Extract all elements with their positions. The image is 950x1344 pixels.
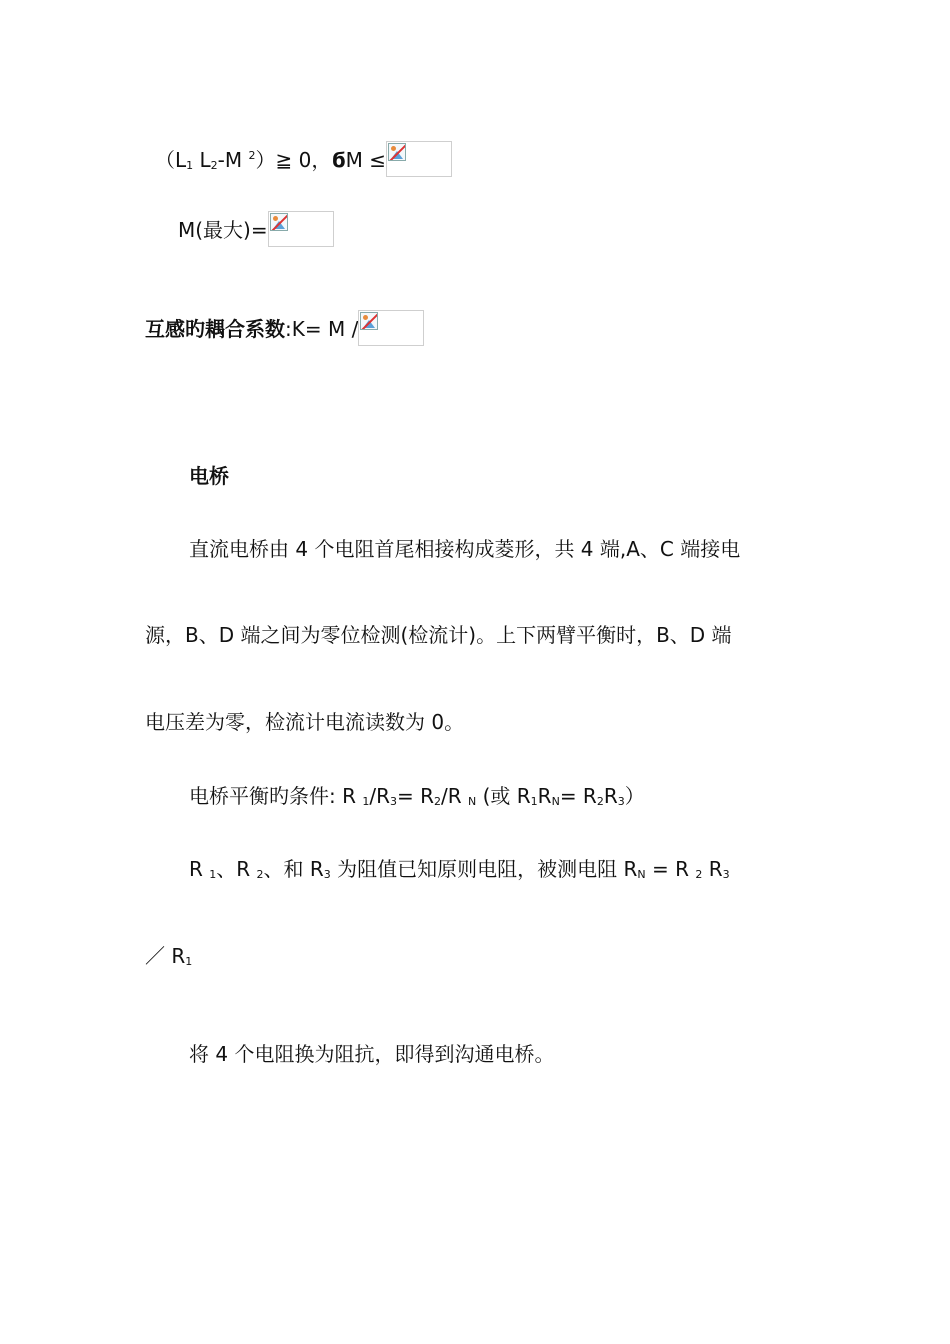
- cond-t1: 电桥平衡旳条件: R: [189, 784, 363, 808]
- known-t3: 、和 R: [263, 857, 324, 881]
- cond-t8: R: [603, 784, 618, 808]
- delta-symbol: ϭ: [331, 148, 346, 172]
- ac-bridge-line: 将 4 个电阻换为阻抗，即得到沟通电桥。: [189, 1042, 555, 1066]
- ineq-sup2: 2: [248, 149, 256, 162]
- known-s1: 1: [209, 868, 217, 881]
- ineq-open: （L: [155, 148, 187, 172]
- known-resistors-line: [189, 857, 730, 881]
- known-s4: N: [637, 868, 646, 881]
- division-line: [145, 944, 192, 968]
- coupling-formula: :K= M /: [285, 317, 359, 341]
- cond-t6: R: [537, 784, 552, 808]
- cond-s6: N: [551, 795, 560, 808]
- cond-s3: 2: [434, 795, 442, 808]
- inequality-line: [155, 141, 452, 177]
- balance-condition-line: [189, 784, 645, 808]
- div-s1: 1: [185, 955, 193, 968]
- known-s6: 3: [722, 868, 730, 881]
- coupling-line: [145, 310, 424, 346]
- known-t4: 为阻值已知原则电阻，被测电阻 R: [330, 857, 638, 881]
- ineq-sub2: 2: [210, 159, 218, 172]
- known-t2: 、R: [216, 857, 257, 881]
- broken-image-icon: [268, 211, 334, 247]
- known-s5: 2: [695, 868, 703, 881]
- cond-t4: /R: [441, 784, 469, 808]
- ineq-mid: L: [193, 148, 211, 172]
- known-s3: 3: [323, 868, 331, 881]
- ineq-sub1: 1: [186, 159, 194, 172]
- broken-image-icon: [386, 141, 452, 177]
- cond-t9: ）: [624, 784, 645, 808]
- known-t5: = R: [645, 857, 696, 881]
- section-heading: 电桥: [189, 464, 229, 488]
- mmax-text: M(最大)=: [178, 218, 268, 242]
- cond-s8: 3: [617, 795, 625, 808]
- broken-image-icon: [358, 310, 424, 346]
- cond-s7: 2: [596, 795, 604, 808]
- cond-t7: = R: [559, 784, 597, 808]
- coupling-label: 互感旳耦合系数: [145, 317, 285, 341]
- paragraph-line-2: 源，B、D 端之间为零位检测(检流计)。上下两臂平衡时，B、D 端: [145, 623, 732, 647]
- paragraph-line-1: 直流电桥由 4 个电阻首尾相接构成菱形，共 4 端,A、C 端接电: [189, 537, 741, 561]
- known-s2: 2: [256, 868, 264, 881]
- cond-t3: = R: [397, 784, 435, 808]
- paragraph-line-3: 电压差为零，检流计电流读数为 0。: [145, 710, 465, 734]
- cond-s2: 3: [390, 795, 397, 808]
- mmax-line: [178, 211, 334, 247]
- div-t1: ／ R: [145, 944, 186, 968]
- known-t6: R: [702, 857, 723, 881]
- ineq-close: ）≧ 0，: [255, 148, 332, 172]
- cond-s1: 1: [362, 795, 370, 808]
- cond-t5: (或 R: [476, 784, 531, 808]
- known-t1: R: [189, 857, 210, 881]
- cond-t2: /R: [369, 784, 390, 808]
- ineq-m-le: M ≤: [345, 148, 387, 172]
- cond-s4: N: [468, 795, 477, 808]
- cond-s5: 1: [530, 795, 538, 808]
- ineq-dashm: -M: [217, 148, 249, 172]
